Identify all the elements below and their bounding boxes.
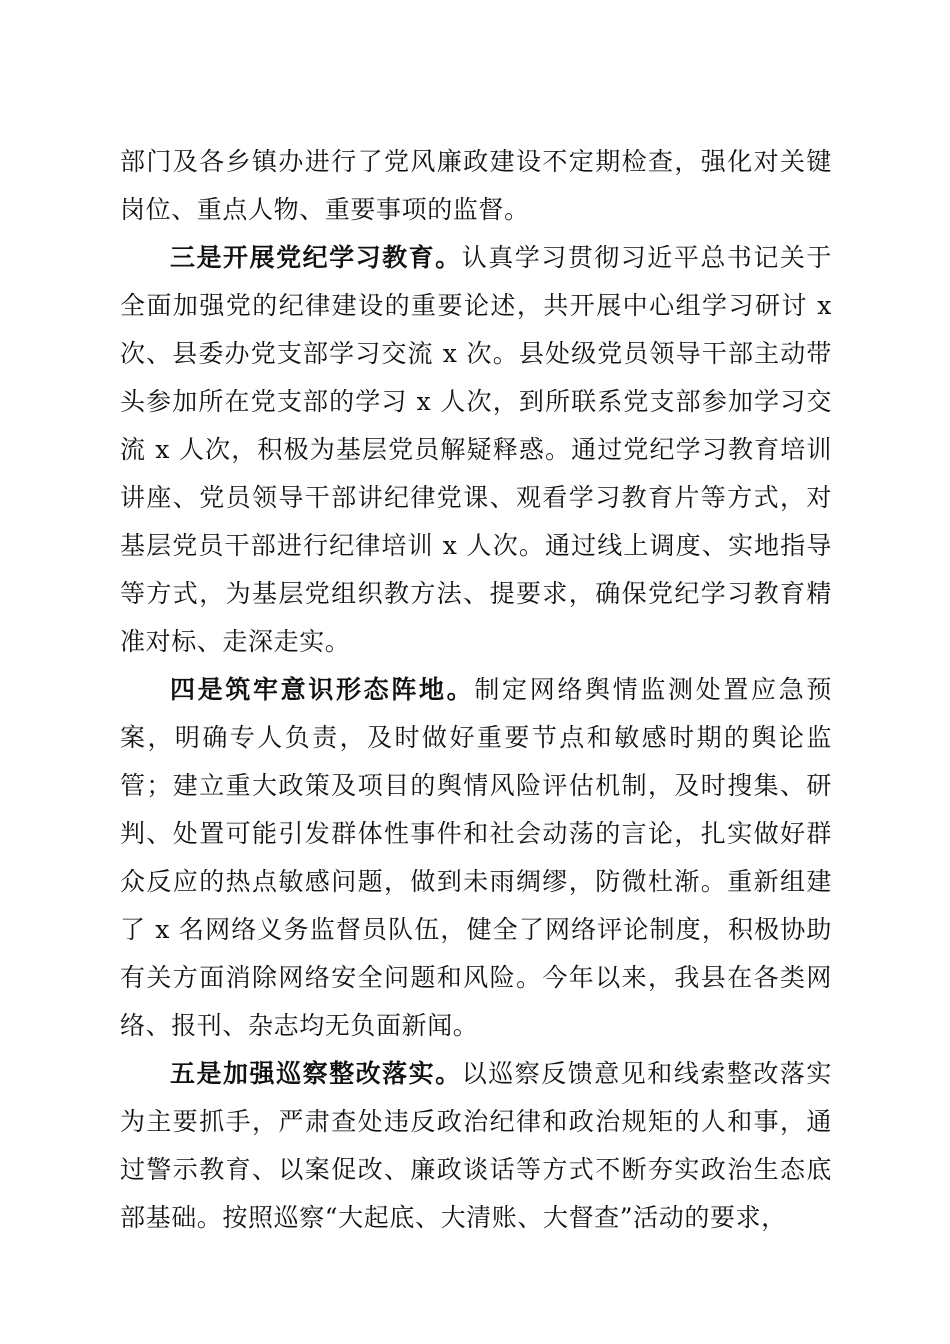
paragraph-party-discipline-education <box>120 234 832 666</box>
paragraph-heading: 五是加强巡察整改落实。 <box>170 1059 462 1088</box>
paragraph-heading: 四是筑牢意识形态阵地。 <box>170 675 475 704</box>
paragraph-text: 部门及各乡镇办进行了党风廉政建设不定期检查，强化对关键岗位、重点人物、重要事项的监督。 <box>120 147 832 224</box>
paragraph-inspection-rectification <box>120 1050 832 1242</box>
paragraph-text: 认真学习贯彻习近平总书记关于全面加强党的纪律建设的重要论述，共开展中心组学习研讨 x 次、县委办党支部学习交流 x 次。县处级党员领导干部主动带头参加所在党支部的学习 x 人次，到所联系党支部参加学习交流 x 人次，积极为基层党员解疑释惑。通过党纪学习教育培训讲座、党员领导干部讲纪律党课、观看学习教育片等方式，对基层党员干部进行纪律培训 x 人次。通过线上调度、实地指导等方式，为基层党组织教方法、提要求，确保党纪学习教育精准对标、走深走实。 <box>120 243 832 656</box>
paragraph-text: 以巡察反馈意见和线索整改落实为主要抓手，严肃查处违反政治纪律和政治规矩的人和事，通过警示教育、以案促改、廉政谈话等方式不断夯实政治生态底部基础。按照巡察“大起底、大清账、大督查”活动的要求， <box>120 1059 832 1232</box>
paragraph-heading: 三是开展党纪学习教育。 <box>170 243 462 272</box>
paragraph-ideology-front <box>120 666 832 1050</box>
document-body <box>120 138 832 1242</box>
paragraph-continued <box>120 138 832 234</box>
paragraph-text: 制定网络舆情监测处置应急预案，明确专人负责，及时做好重要节点和敏感时期的舆论监管；建立重大政策及项目的舆情风险评估机制，及时搜集、研判、处置可能引发群体性事件和社会动荡的言论，扎实做好群众反应的热点敏感问题，做到未雨绸缪，防微杜渐。重新组建了 x 名网络义务监督员队伍，健全了网络评论制度，积极协助有关方面消除网络安全问题和风险。今年以来，我县在各类网络、报刊、杂志均无负面新闻。 <box>120 675 832 1040</box>
